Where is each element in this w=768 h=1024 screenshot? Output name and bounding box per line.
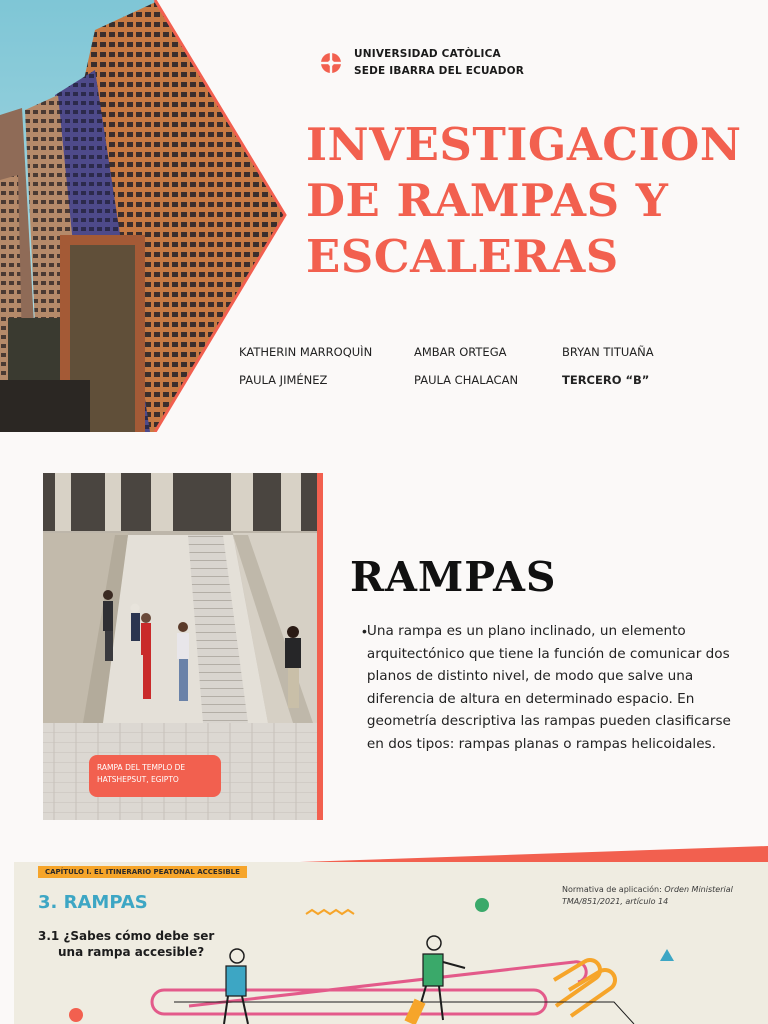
title-line-1: INVESTIGACION bbox=[306, 118, 742, 171]
cover-section bbox=[0, 0, 768, 432]
page-title bbox=[306, 117, 756, 285]
title-line-2: DE RAMPAS Y bbox=[306, 174, 669, 227]
university-block bbox=[320, 46, 524, 80]
normativa-note bbox=[562, 884, 752, 908]
question-line-2: una rampa accesible? bbox=[58, 945, 205, 959]
definition-bullet bbox=[362, 620, 742, 755]
title-line-3: ESCALERAS bbox=[306, 230, 619, 283]
class-group-label: TERCERO “B” bbox=[562, 373, 650, 387]
definition-text: Una rampa es un plano inclinado, un elemento arquitectónico que tiene la función de comunicar dos planos de distinto nivel, de modo que salve una diferencia de altura en determinado espacio. En geometría descriptiva las rampas pueden clasificarse en dos tipos: rampas planas o rampas helicoidales. bbox=[366, 623, 731, 752]
university-campus: SEDE IBARRA DEL ECUADOR bbox=[354, 65, 525, 77]
bullet-icon: • bbox=[362, 623, 367, 639]
building-photo bbox=[0, 0, 290, 432]
university-logo-icon bbox=[320, 52, 342, 74]
author-name: AMBAR ORTEGA bbox=[414, 345, 507, 359]
chapter-label: CAPÍTULO I. EL ITINERARIO PEATONAL ACCESIBLE bbox=[38, 866, 247, 878]
section-heading: RAMPAS bbox=[350, 553, 557, 601]
author-name: PAULA CHALACAN bbox=[414, 373, 519, 387]
author-name: BRYAN TITUAÑA bbox=[562, 345, 654, 359]
author-name: PAULA JIMÉNEZ bbox=[239, 373, 328, 387]
normativa-label: Normativa de aplicación: bbox=[562, 885, 662, 894]
accessibility-infographic bbox=[14, 862, 768, 1024]
question-line-1: 3.1 ¿Sabes cómo debe ser bbox=[38, 929, 215, 943]
photo-caption: RAMPA DEL TEMPLO DE HATSHEPSUT, EGIPTO bbox=[89, 755, 221, 797]
infographic-question bbox=[38, 928, 238, 960]
infographic-heading: 3. RAMPAS bbox=[38, 892, 148, 913]
university-name: UNIVERSIDAD CATÒLICA bbox=[354, 48, 501, 60]
normativa-reference: Orden Ministerial TMA/851/2021, artículo 14 bbox=[562, 885, 733, 906]
author-name: KATHERIN MARROQUÌN bbox=[239, 345, 373, 359]
